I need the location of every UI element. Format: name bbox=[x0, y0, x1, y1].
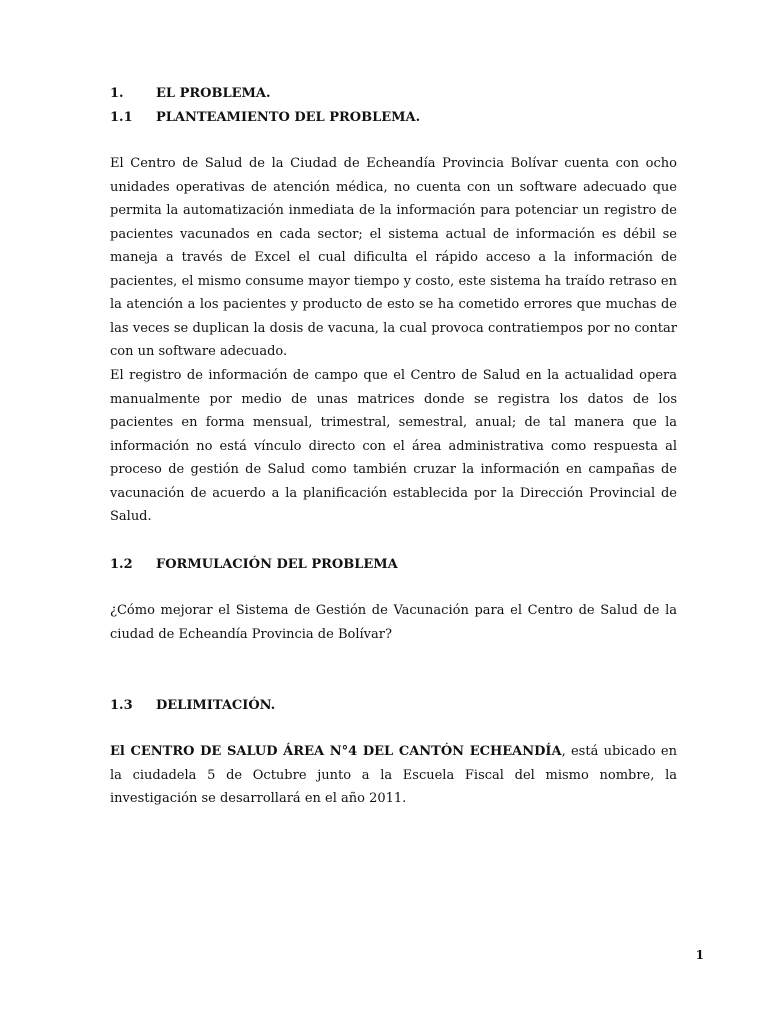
section-title: PLANTEAMIENTO DEL PROBLEMA. bbox=[156, 110, 421, 125]
paragraph-planteamiento-2: El registro de información de campo que el Centro de Salud en la actualidad opera manualmente por medio de unas matrices donde se registra los datos de los pacientes en forma mensual, trimestral, semestral, anual; de tal manera que la información no está vínculo directo con el área administrativa como respuesta al proceso de gestión de Salud como también cruzar la información en campañas de vacunación de acuerdo a la planificación establecida por la Dirección Provincial de Salud. bbox=[110, 368, 677, 524]
section-heading-1 bbox=[110, 86, 271, 102]
section-number: 1.2 bbox=[110, 557, 133, 572]
paragraph-delimitacion bbox=[110, 740, 677, 811]
section-title: DELIMITACIÓN. bbox=[156, 698, 276, 713]
section-title: EL PROBLEMA. bbox=[156, 86, 271, 101]
section-number: 1.1 bbox=[110, 110, 133, 125]
paragraph-formulacion: ¿Cómo mejorar el Sistema de Gestión de Vacunación para el Centro de Salud de la ciudad de Echeandía Provincia de Bolívar? bbox=[110, 603, 677, 642]
section-heading-1-2 bbox=[110, 557, 398, 573]
section-heading-1-1 bbox=[110, 110, 420, 126]
paragraph-rest: , está ubicado en la ciudadela 5 de Octubre junto a la Escuela Fiscal del mismo nombre, la investigación se desarrollará en el año 2011. bbox=[110, 744, 677, 806]
section-heading-1-3 bbox=[110, 698, 275, 714]
section-number: 1. bbox=[110, 86, 124, 101]
section-number: 1.3 bbox=[110, 698, 133, 713]
section-title: FORMULACIÓN DEL PROBLEMA bbox=[156, 557, 398, 572]
page-number: 1 bbox=[695, 948, 704, 962]
paragraph-planteamiento-1: El Centro de Salud de la Ciudad de Echeandía Provincia Bolívar cuenta con ocho unidades operativas de atención médica, no cuenta con un software adecuado que permita la automatización inmediata de la información para potenciar un registro de pacientes vacunados en cada sector; el sistema actual de información es débil se maneja a través de Excel el cual dificulta el rápido acceso a la información de pacientes, el mismo consume mayor tiempo y costo, este sistema ha traído retraso en la atención a los pacientes y producto de esto se ha cometido errores que muchas de las veces se duplican la dosis de vacuna, la cual provoca contratiempos por no contar con un software adecuado. bbox=[110, 156, 677, 359]
paragraph-bold-lead: El CENTRO DE SALUD ÁREA N°4 DEL CANTÓN ECHEANDÍA bbox=[110, 744, 562, 759]
